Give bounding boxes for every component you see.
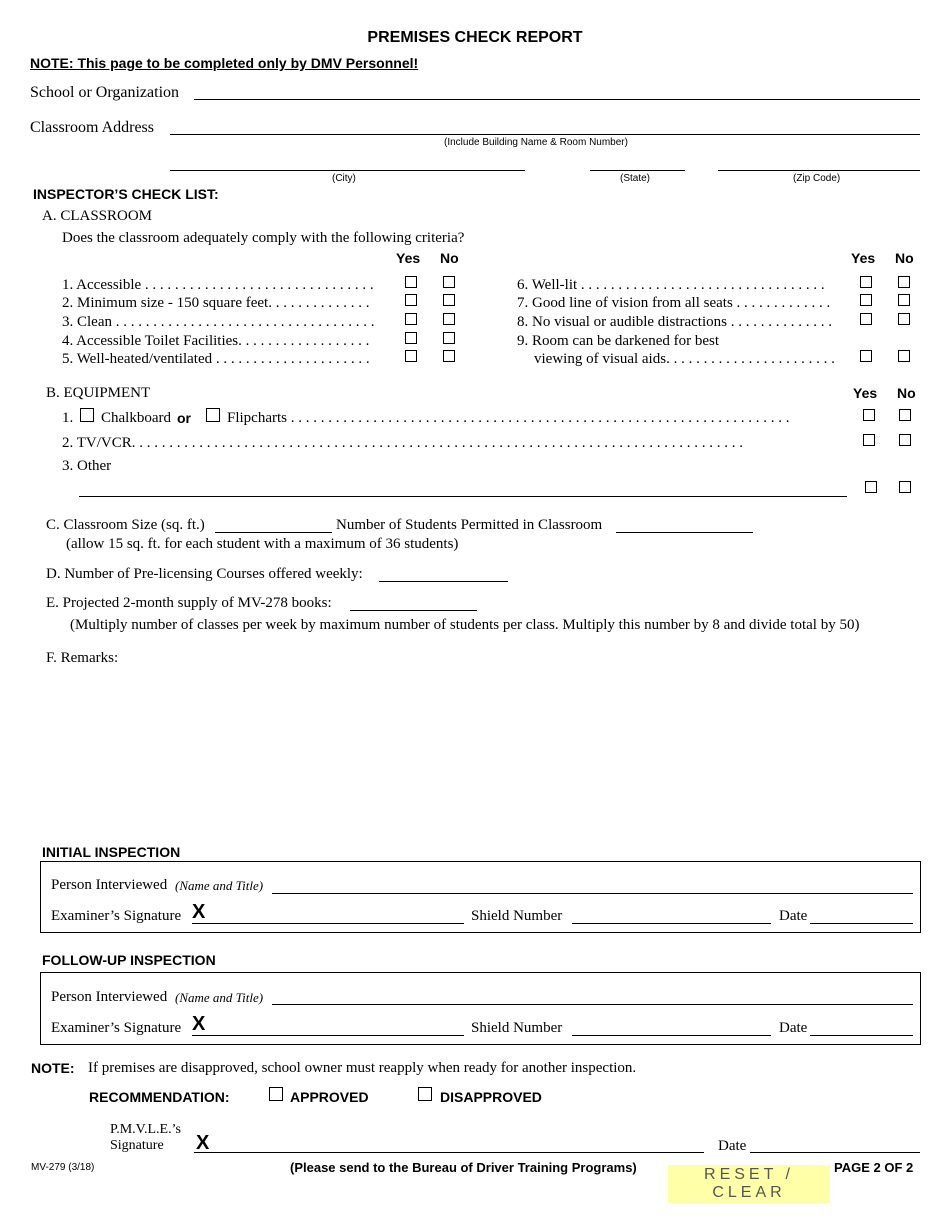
clean-no-checkbox[interactable]	[443, 313, 455, 325]
board-yes-checkbox[interactable]	[863, 409, 875, 421]
item-darkened-cont: viewing of visual aids. . . . . . . . . . . . . . . . . . . . . . .	[534, 351, 835, 367]
remarks-field[interactable]	[46, 670, 920, 830]
initial-shield-label: Shield Number	[471, 908, 563, 924]
equip-other: 3. Other	[62, 458, 112, 474]
distractions-no-checkbox[interactable]	[898, 313, 910, 325]
disapproved-label: DISAPPROVED	[440, 1089, 542, 1105]
flipcharts-checkbox[interactable]	[206, 408, 220, 422]
tv-yes-checkbox[interactable]	[863, 434, 875, 446]
followup-shield-label: Shield Number	[471, 1020, 563, 1036]
yes-header-right: Yes	[851, 250, 876, 266]
books-supply-note: (Multiply number of classes per week by maximum number of students per class. Multiply this number by 8 and divide total by 50)	[70, 617, 860, 633]
item-toilet: 4. Accessible Toilet Facilities. . . . . . . . . . . . . . . . . .	[62, 333, 370, 349]
pmvle-signature-x: X	[196, 1132, 210, 1154]
remarks-label: F. Remarks:	[46, 650, 119, 666]
vision-no-checkbox[interactable]	[898, 294, 910, 306]
zip-caption: (Zip Code)	[793, 173, 841, 184]
clean-yes-checkbox[interactable]	[405, 313, 417, 325]
courses-weekly-label: D. Number of Pre-licensing Courses offered weekly:	[46, 566, 363, 582]
checklist-title: INSPECTOR’S CHECK LIST:	[33, 186, 219, 202]
chalkboard-checkbox[interactable]	[80, 408, 94, 422]
classroom-heading: A. CLASSROOM	[42, 208, 153, 224]
heated-yes-checkbox[interactable]	[405, 350, 417, 362]
followup-date-field[interactable]	[810, 1018, 913, 1036]
page-title: PREMISES CHECK REPORT	[367, 29, 583, 46]
accessible-yes-checkbox[interactable]	[405, 276, 417, 288]
courses-weekly-field[interactable]	[379, 564, 508, 582]
followup-signature-x: X	[192, 1013, 206, 1035]
darkened-no-checkbox[interactable]	[898, 350, 910, 362]
pmvle-label-line2: Signature	[110, 1138, 164, 1153]
or-label: or	[177, 410, 191, 426]
darkened-yes-checkbox[interactable]	[860, 350, 872, 362]
bottom-note-text: If premises are disapproved, school owner must reapply when ready for another inspection.	[88, 1060, 637, 1076]
initial-person-hint: (Name and Title)	[175, 878, 264, 893]
pmvle-date-label: Date	[718, 1138, 747, 1154]
vision-yes-checkbox[interactable]	[860, 294, 872, 306]
approved-label: APPROVED	[290, 1089, 369, 1105]
flipcharts-label: Flipcharts . . . . . . . . . . . . . . . . . . . . . . . . . . . . . . . . . . . . . . . . . . . . . . . . . . . . . . . . . . . . . . . . . . .	[227, 410, 790, 426]
equipment-no-header: No	[897, 385, 916, 401]
item-no-distractions: 8. No visual or audible distractions . . . . . . . . . . . . . .	[517, 314, 832, 330]
item-darkened: 9. Room can be darkened for best	[517, 333, 720, 349]
books-supply-label: E. Projected 2-month supply of MV-278 books:	[46, 595, 332, 611]
initial-date-field[interactable]	[810, 906, 913, 924]
item-clean: 3. Clean . . . . . . . . . . . . . . . . . . . . . . . . . . . . . . . . . . .	[62, 314, 375, 330]
yes-header-left: Yes	[396, 250, 421, 266]
well-lit-no-checkbox[interactable]	[898, 276, 910, 288]
tv-no-checkbox[interactable]	[899, 434, 911, 446]
heated-no-checkbox[interactable]	[443, 350, 455, 362]
initial-inspection-title: INITIAL INSPECTION	[42, 844, 181, 860]
recommendation-label: RECOMMENDATION:	[89, 1089, 230, 1105]
followup-date-label: Date	[779, 1020, 808, 1036]
city-field[interactable]	[170, 153, 525, 171]
equip-item1-num: 1.	[62, 410, 74, 426]
accessible-no-checkbox[interactable]	[443, 276, 455, 288]
state-field[interactable]	[590, 153, 685, 171]
well-lit-yes-checkbox[interactable]	[860, 276, 872, 288]
initial-date-label: Date	[779, 908, 808, 924]
board-no-checkbox[interactable]	[899, 409, 911, 421]
chalkboard-label: Chalkboard	[101, 410, 171, 426]
equipment-heading: B. EQUIPMENT	[46, 385, 151, 401]
form-id: MV-279 (3/18)	[31, 1162, 95, 1173]
no-header-right: No	[895, 250, 914, 266]
item-accessible: 1. Accessible . . . . . . . . . . . . . . . . . . . . . . . . . . . . . . .	[62, 277, 374, 293]
classroom-size-field[interactable]	[215, 515, 332, 533]
initial-shield-field[interactable]	[572, 906, 771, 924]
other-field[interactable]	[79, 479, 847, 497]
other-yes-checkbox[interactable]	[865, 481, 877, 493]
approved-checkbox[interactable]	[269, 1087, 283, 1101]
books-supply-field[interactable]	[350, 593, 477, 611]
initial-person-field[interactable]	[272, 876, 913, 894]
address-field[interactable]	[170, 117, 920, 135]
equipment-yes-header: Yes	[853, 385, 878, 401]
item-line-of-vision: 7. Good line of vision from all seats . . . . . . . . . . . . .	[517, 295, 831, 311]
disapproved-checkbox[interactable]	[418, 1087, 432, 1101]
pmvle-date-field[interactable]	[750, 1135, 920, 1153]
followup-person-field[interactable]	[272, 987, 913, 1005]
toilet-yes-checkbox[interactable]	[405, 332, 417, 344]
send-note: (Please send to the Bureau of Driver Training Programs)	[290, 1160, 637, 1175]
pmvle-signature-field[interactable]	[214, 1135, 704, 1153]
no-header-left: No	[440, 250, 459, 266]
students-permitted-field[interactable]	[616, 515, 753, 533]
item-well-lit: 6. Well-lit . . . . . . . . . . . . . . . . . . . . . . . . . . . . . . . . .	[517, 277, 825, 293]
students-permitted-label: Number of Students Permitted in Classroom	[336, 517, 603, 533]
followup-shield-field[interactable]	[572, 1018, 771, 1036]
classroom-size-label: C. Classroom Size (sq. ft.)	[46, 517, 205, 533]
state-caption: (State)	[620, 173, 651, 184]
initial-signature-label: Examiner’s Signature	[51, 908, 182, 924]
toilet-no-checkbox[interactable]	[443, 332, 455, 344]
min-size-yes-checkbox[interactable]	[405, 294, 417, 306]
pmvle-label-line1: P.M.V.L.E.’s	[110, 1122, 181, 1137]
bottom-note-label: NOTE:	[31, 1060, 75, 1076]
initial-signature-x: X	[192, 901, 206, 923]
initial-signature-field[interactable]	[210, 906, 464, 924]
other-no-checkbox[interactable]	[899, 481, 911, 493]
equip-tv: 2. TV/VCR. . . . . . . . . . . . . . . . . . . . . . . . . . . . . . . . . . . . . . . . . . . . . . . . . . . . . . . . . . . . . . . . . . . . . . . . . . . . . . . . . .	[62, 435, 743, 451]
city-caption: (City)	[332, 173, 356, 184]
item-heated: 5. Well-heated/ventilated . . . . . . . . . . . . . . . . . . . . .	[62, 351, 370, 367]
item-min-size: 2. Minimum size - 150 square feet. . . . . . . . . . . . . .	[62, 295, 370, 311]
address-hint: (Include Building Name & Room Number)	[444, 137, 628, 148]
followup-signature-field[interactable]	[210, 1018, 464, 1036]
followup-person-label: Person Interviewed	[51, 989, 168, 1005]
address-label: Classroom Address	[30, 119, 154, 136]
page-number: PAGE 2 OF 2	[834, 1160, 914, 1175]
zip-field[interactable]	[718, 153, 920, 171]
school-field[interactable]	[194, 82, 920, 100]
min-size-no-checkbox[interactable]	[443, 294, 455, 306]
followup-person-hint: (Name and Title)	[175, 990, 264, 1005]
school-label: School or Organization	[30, 84, 180, 101]
classroom-question: Does the classroom adequately comply with the following criteria?	[62, 230, 465, 246]
classroom-size-note: (allow 15 sq. ft. for each student with a maximum of 36 students)	[66, 536, 459, 552]
dmv-only-note: NOTE: This page to be completed only by DMV Personnel!	[30, 55, 419, 71]
reset-clear-button[interactable]: RESET / CLEAR	[668, 1165, 830, 1203]
distractions-yes-checkbox[interactable]	[860, 313, 872, 325]
initial-person-label: Person Interviewed	[51, 877, 168, 893]
followup-inspection-title: FOLLOW-UP INSPECTION	[42, 952, 216, 968]
followup-signature-label: Examiner’s Signature	[51, 1020, 182, 1036]
